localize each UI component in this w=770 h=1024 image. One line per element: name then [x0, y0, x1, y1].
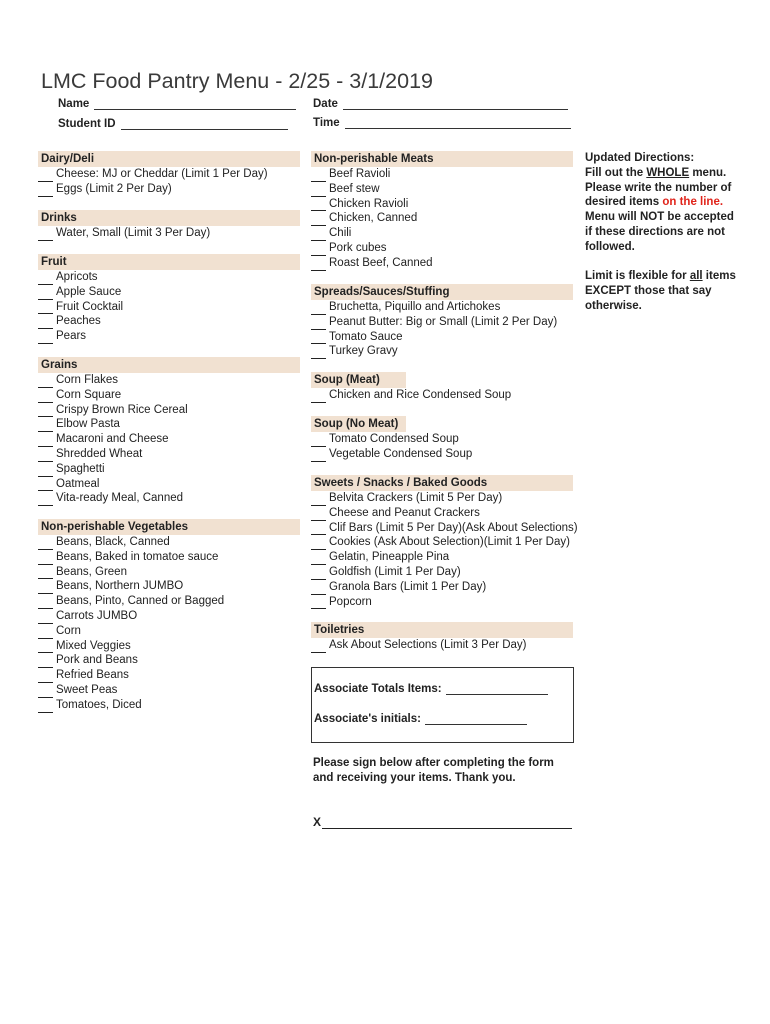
time-label: Time — [313, 117, 340, 129]
signature-x-mark: X — [313, 815, 322, 829]
list-item[interactable]: Gelatin, Pineapple Pina — [311, 550, 573, 565]
list-item[interactable]: Beef stew — [311, 182, 573, 197]
list-item[interactable]: Tomatoes, Diced — [38, 698, 300, 713]
quantity-line[interactable] — [38, 449, 53, 462]
list-item[interactable]: Chicken, Canned — [311, 211, 573, 226]
section-heading: Non-perishable Vegetables — [38, 519, 300, 535]
section-heading: Soup (No Meat) — [311, 416, 406, 432]
quantity-line[interactable] — [311, 317, 326, 330]
associate-initials-line[interactable] — [425, 714, 527, 725]
quantity-line[interactable] — [38, 316, 53, 329]
list-item[interactable]: Beans, Northern JUMBO — [38, 579, 300, 594]
quantity-line[interactable] — [311, 522, 326, 535]
list-item[interactable]: Chicken Ravioli — [311, 197, 573, 212]
associate-totals-line[interactable] — [446, 684, 548, 695]
section-heading: Spreads/Sauces/Stuffing — [311, 284, 573, 300]
student-id-field[interactable] — [58, 118, 288, 130]
list-item[interactable]: Bruchetta, Piquillo and Artichokes — [311, 300, 573, 315]
quantity-line[interactable] — [311, 582, 326, 595]
list-item[interactable]: Chicken and Rice Condensed Soup — [311, 388, 573, 403]
list-item[interactable]: Belvita Crackers (Limit 5 Per Day) — [311, 491, 573, 506]
quantity-line[interactable] — [311, 552, 326, 565]
student-id-label: Student ID — [58, 118, 116, 130]
quantity-line[interactable] — [38, 537, 53, 550]
list-item[interactable]: Beans, Green — [38, 565, 300, 580]
section-heading: Sweets / Snacks / Baked Goods — [311, 475, 573, 491]
list-item[interactable]: Peanut Butter: Big or Small (Limit 2 Per Day) — [311, 315, 573, 330]
quantity-line[interactable] — [38, 655, 53, 668]
list-item[interactable]: Pork cubes — [311, 241, 573, 256]
date-line[interactable] — [343, 99, 568, 110]
date-field[interactable] — [313, 98, 568, 110]
quantity-line[interactable] — [311, 169, 326, 182]
section-grains — [38, 357, 300, 506]
quantity-line[interactable] — [38, 169, 53, 182]
list-item[interactable]: Popcorn — [311, 595, 573, 610]
section-heading: Soup (Meat) — [311, 372, 406, 388]
quantity-line[interactable] — [311, 640, 326, 653]
list-item[interactable]: Water, Small (Limit 3 Per Day) — [38, 226, 300, 241]
list-item[interactable]: Pears — [38, 329, 300, 344]
section-sweets-snacks — [311, 475, 578, 609]
list-item[interactable]: Beans, Baked in tomatoe sauce — [38, 550, 300, 565]
quantity-line[interactable] — [311, 302, 326, 315]
list-item[interactable]: Cookies (Ask About Selection)(Limit 1 Per Day) — [311, 535, 573, 550]
quantity-line[interactable] — [38, 700, 53, 713]
quantity-line[interactable] — [38, 375, 53, 388]
quantity-line[interactable] — [38, 464, 53, 477]
section-heading: Dairy/Deli — [38, 151, 300, 167]
date-label: Date — [313, 98, 338, 110]
section-non-perishable-meats — [311, 151, 573, 271]
list-item[interactable]: Eggs (Limit 2 Per Day) — [38, 182, 300, 197]
section-heading: Non-perishable Meats — [311, 151, 573, 167]
list-item[interactable]: Ask About Selections (Limit 3 Per Day) — [311, 638, 573, 653]
quantity-line[interactable] — [311, 493, 326, 506]
list-item[interactable]: Refried Beans — [38, 668, 300, 683]
quantity-line[interactable] — [311, 596, 326, 609]
section-dairy-deli — [38, 151, 300, 197]
time-field[interactable] — [313, 117, 571, 129]
quantity-line[interactable] — [38, 434, 53, 447]
name-line[interactable] — [94, 99, 296, 110]
list-item[interactable]: Apple Sauce — [38, 285, 300, 300]
quantity-line[interactable] — [38, 478, 53, 491]
quantity-line[interactable] — [311, 449, 326, 462]
quantity-line[interactable] — [38, 228, 53, 241]
list-item[interactable]: Granola Bars (Limit 1 Per Day) — [311, 580, 573, 595]
quantity-line[interactable] — [38, 670, 53, 683]
quantity-line[interactable] — [311, 508, 326, 521]
quantity-line[interactable] — [38, 685, 53, 698]
name-field[interactable] — [58, 98, 296, 110]
quantity-line[interactable] — [38, 493, 53, 506]
quantity-line[interactable] — [311, 390, 326, 403]
quantity-line[interactable] — [38, 611, 53, 624]
quantity-line[interactable] — [311, 346, 326, 359]
list-item[interactable]: Clif Bars (Limit 5 Per Day)(Ask About Selections) — [311, 521, 573, 536]
quantity-line[interactable] — [311, 331, 326, 344]
section-non-perishable-vegetables — [38, 519, 300, 713]
section-heading: Grains — [38, 357, 300, 373]
list-item[interactable]: Pork and Beans — [38, 653, 300, 668]
list-item[interactable]: Corn Flakes — [38, 373, 300, 388]
quantity-line[interactable] — [38, 390, 53, 403]
quantity-line[interactable] — [311, 258, 326, 271]
list-item[interactable]: Vegetable Condensed Soup — [311, 447, 573, 462]
quantity-line[interactable] — [38, 581, 53, 594]
list-item[interactable]: Vita-ready Meal, Canned — [38, 491, 300, 506]
quantity-line[interactable] — [38, 331, 53, 344]
list-item[interactable]: Goldfish (Limit 1 Per Day) — [311, 565, 573, 580]
list-item[interactable]: Corn — [38, 624, 300, 639]
student-id-line[interactable] — [121, 119, 288, 130]
list-item[interactable]: Tomato Sauce — [311, 330, 573, 345]
time-line[interactable] — [345, 118, 571, 129]
section-soup-meat — [311, 372, 573, 403]
sign-instruction: Please sign below after completing the form and receiving your items. Thank you. — [313, 757, 554, 784]
quantity-line[interactable] — [38, 552, 53, 565]
list-item[interactable]: Corn Square — [38, 388, 300, 403]
name-label: Name — [58, 98, 90, 110]
associate-box — [311, 667, 574, 743]
signature-line[interactable] — [322, 828, 572, 829]
list-item[interactable]: Beans, Black, Canned — [38, 535, 300, 550]
section-fruit — [38, 254, 300, 344]
associate-initials-field[interactable]: Associate's initials: — [314, 713, 527, 725]
quantity-line[interactable] — [311, 184, 326, 197]
associate-totals-field[interactable]: Associate Totals Items: — [314, 683, 548, 695]
list-item[interactable]: Cheese: MJ or Cheddar (Limit 1 Per Day) — [38, 167, 300, 182]
quantity-line[interactable] — [311, 567, 326, 580]
section-toiletries — [311, 622, 573, 653]
list-item[interactable]: Macaroni and Cheese — [38, 432, 300, 447]
list-item[interactable]: Elbow Pasta — [38, 417, 300, 432]
list-item[interactable]: Tomato Condensed Soup — [311, 432, 573, 447]
list-item[interactable]: Crispy Brown Rice Cereal — [38, 403, 300, 418]
quantity-line[interactable] — [311, 213, 326, 226]
quantity-line[interactable] — [38, 287, 53, 300]
quantity-line[interactable] — [311, 198, 326, 211]
quantity-line[interactable] — [38, 184, 53, 197]
list-item[interactable]: Beans, Pinto, Canned or Bagged — [38, 594, 300, 609]
list-item[interactable]: Carrots JUMBO — [38, 609, 300, 624]
list-item[interactable]: Roast Beef, Canned — [311, 256, 573, 271]
quantity-line[interactable] — [38, 596, 53, 609]
list-item[interactable]: Turkey Gravy — [311, 344, 573, 359]
list-item[interactable]: Apricots — [38, 270, 300, 285]
page-title: LMC Food Pantry Menu - 2/25 - 3/1/2019 — [41, 69, 433, 93]
list-item[interactable]: Oatmeal — [38, 477, 300, 492]
list-item[interactable]: Mixed Veggies — [38, 639, 300, 654]
list-item[interactable]: Chili — [311, 226, 573, 241]
quantity-line[interactable] — [311, 228, 326, 241]
section-soup-no-meat — [311, 416, 573, 462]
section-heading: Drinks — [38, 210, 300, 226]
list-item[interactable]: Fruit Cocktail — [38, 300, 300, 315]
section-drinks — [38, 210, 300, 241]
quantity-line[interactable] — [311, 434, 326, 447]
quantity-line[interactable] — [38, 404, 53, 417]
quantity-line[interactable] — [38, 626, 53, 639]
list-item[interactable]: Sweet Peas — [38, 683, 300, 698]
quantity-line[interactable] — [38, 301, 53, 314]
quantity-line[interactable] — [311, 243, 326, 256]
section-heading: Fruit — [38, 254, 300, 270]
quantity-line[interactable] — [38, 566, 53, 579]
quantity-line[interactable] — [38, 272, 53, 285]
quantity-line[interactable] — [311, 537, 326, 550]
section-spreads-sauces-stuffing — [311, 284, 573, 359]
directions-text: Updated Directions: Fill out the WHOLE menu. Please write the number of desired items on the line. Menu will NOT be accepted if these directions are not followed. Limit is flexible for all items EXCEPT those that say otherwise. — [585, 152, 736, 312]
list-item[interactable]: Spaghetti — [38, 462, 300, 477]
quantity-line[interactable] — [38, 419, 53, 432]
list-item[interactable]: Shredded Wheat — [38, 447, 300, 462]
list-item[interactable]: Cheese and Peanut Crackers — [311, 506, 573, 521]
section-heading: Toiletries — [311, 622, 573, 638]
list-item[interactable]: Peaches — [38, 314, 300, 329]
list-item[interactable]: Beef Ravioli — [311, 167, 573, 182]
quantity-line[interactable] — [38, 640, 53, 653]
